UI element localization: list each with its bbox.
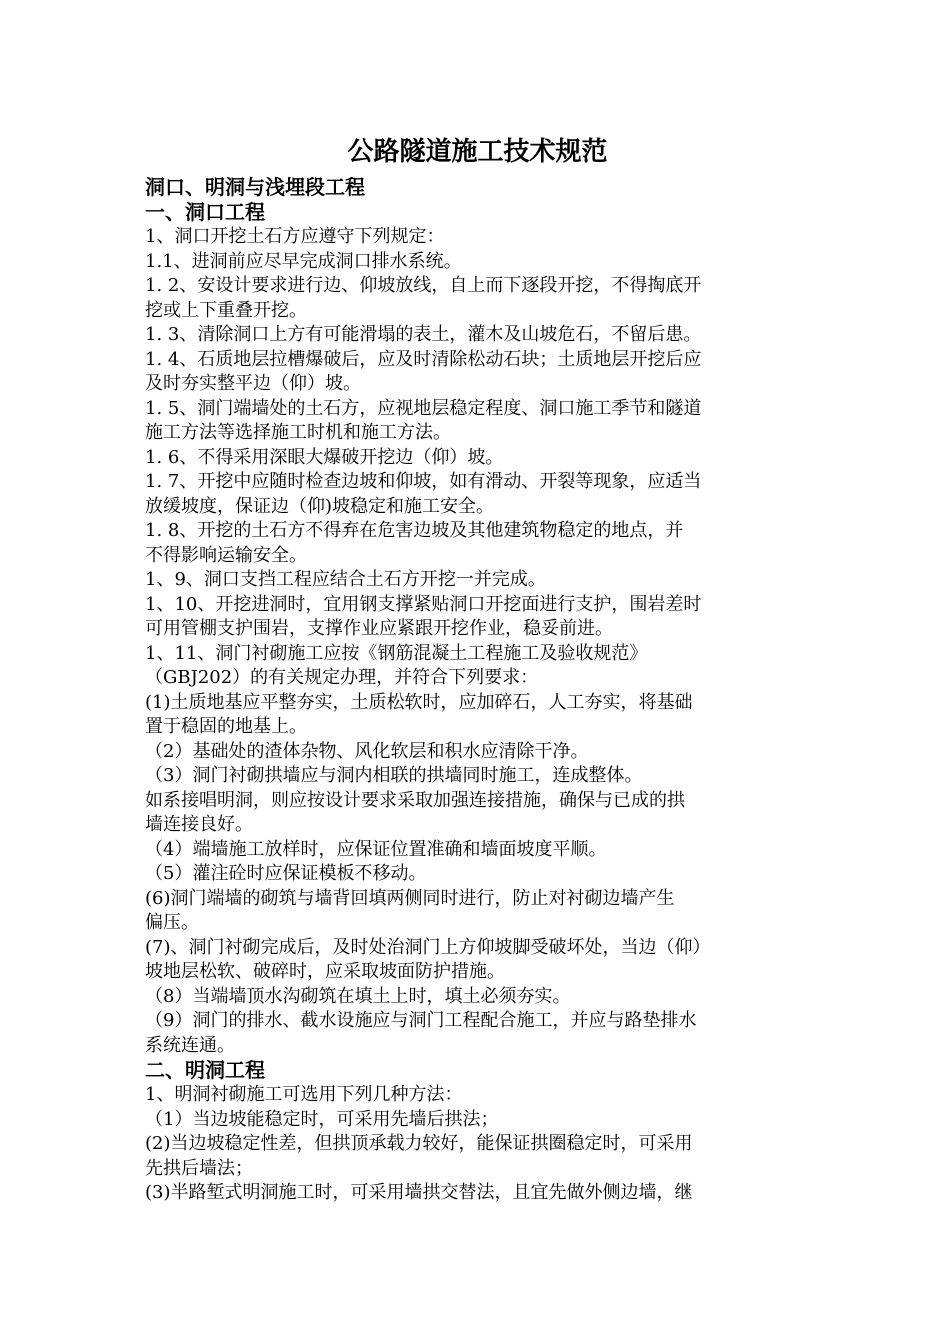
text-line: 坡地层松软、破碎时，应采取坡面防护措施。: [145, 961, 505, 982]
text-line: 1. 2、安设计要求进行边、仰坡放线，自上而下逐段开挖，不得掏底开: [145, 275, 702, 296]
text-line: （9）洞门的排水、截水设施应与洞门工程配合施工，并应与路垫排水: [145, 1010, 697, 1031]
text-line: 1、11、洞门衬砌施工应按《钢筋混凝土工程施工及验收规范》: [145, 642, 648, 664]
text-line: 可用管棚支护围岩，支撑作业应紧跟开挖作业，稳妥前进。: [145, 618, 613, 639]
document-title: 公路隧道施工技术规范: [347, 137, 608, 167]
text-line: （8）当端墙顶水沟砌筑在填土上时，填土必须夯实。: [145, 985, 571, 1007]
text-line: 1、9、洞口支挡工程应结合土石方开挖一并完成。: [145, 569, 546, 590]
text-line: (7)、洞门衬砌完成后，及时处治洞门上方仰坡脚受破坏处，当边（仰）: [145, 936, 711, 958]
text-line: 1. 3、清除洞口上方有可能滑塌的表土，灌木及山坡危石，不留后患。: [145, 324, 702, 345]
text-line: （1）当边坡能稳定时，可采用先墙后拱法；: [145, 1108, 499, 1130]
text-line: 墙连接良好。: [145, 814, 253, 835]
part1-heading: 一、洞口工程: [145, 200, 265, 224]
text-line: 1、明洞衬砌施工可选用下列几种方法：: [145, 1084, 463, 1105]
text-line: 1. 8、开挖的土石方不得弃在危害边坡及其他建筑物稳定的地点，并: [145, 520, 684, 541]
section-heading: 洞口、明洞与浅埋段工程: [145, 175, 365, 199]
text-line: 1. 7、开挖中应随时检查边坡和仰坡，如有滑动、开裂等现象，应适当: [145, 471, 702, 492]
text-line: 系统连通。: [145, 1034, 235, 1056]
text-line: （3）洞门衬砌拱墙应与洞内相联的拱墙同时施工，连成整体。: [145, 765, 643, 786]
text-line: 先拱后墙法；: [145, 1157, 253, 1179]
text-line: 偏压。: [145, 912, 199, 933]
part2-heading: 二、明洞工程: [145, 1058, 265, 1082]
text-line: （5）灌注砼时应保证模板不移动。: [145, 863, 427, 884]
text-line: (3)半路堑式明洞施工时，可采用墙拱交替法，且宜先做外侧边墙，继: [145, 1182, 693, 1203]
text-line: （2）基础处的渣体杂物、风化软层和积水应清除干净。: [145, 740, 589, 762]
part2-text: [145, 1083, 810, 1206]
text-line: 1. 5、洞门端墙处的土石方，应视地层稳定程度、洞口施工季节和隧道: [145, 397, 702, 419]
text-line: 不得影响运输安全。: [145, 544, 307, 566]
text-line: 施工方法等选择施工时机和施工方法。: [145, 422, 451, 443]
part1-text: [145, 225, 810, 1058]
text-line: （GBJ202）的有关规定办理，并符合下列要求：: [145, 667, 539, 688]
text-line: 1. 4、石质地层拉槽爆破后，应及时清除松动石块；土质地层开挖后应: [145, 348, 702, 370]
text-line: 1、洞口开挖土石方应遵守下列规定：: [145, 226, 445, 247]
text-line: 1.1、进洞前应尽早完成洞口排水系统。: [145, 250, 462, 272]
text-line: （4）端墙施工放样时，应保证位置准确和墙面坡度平顺。: [145, 838, 607, 860]
text-line: 1. 6、不得采用深眼大爆破开挖边（仰）坡。: [145, 446, 504, 468]
text-line: 放缓坡度，保证边（仰)坡稳定和施工安全。: [145, 495, 495, 517]
text-line: 1、10、开挖进洞时，宜用钢支撑紧贴洞口开挖面进行支护，围岩差时: [145, 593, 702, 615]
text-line: 挖或上下重叠开挖。: [145, 299, 307, 321]
text-line: (1)土质地基应平整夯实，土质松软时，应加碎石，人工夯实，将基础: [145, 691, 693, 713]
text-line: 及时夯实整平边（仰）坡。: [145, 373, 361, 394]
text-line: 如系接唱明洞，则应按设计要求采取加强连接措施，确保与已成的拱: [145, 789, 685, 811]
text-line: 置于稳固的地基上。: [145, 716, 307, 737]
text-line: (6)洞门端墙的砌筑与墙背回填两侧同时进行，防止对衬砌边墙产生: [145, 887, 675, 909]
document-body: [145, 133, 810, 1206]
text-line: (2)当边坡稳定性差，但拱顶承载力较好，能保证拱圈稳定时，可采用: [145, 1133, 693, 1154]
